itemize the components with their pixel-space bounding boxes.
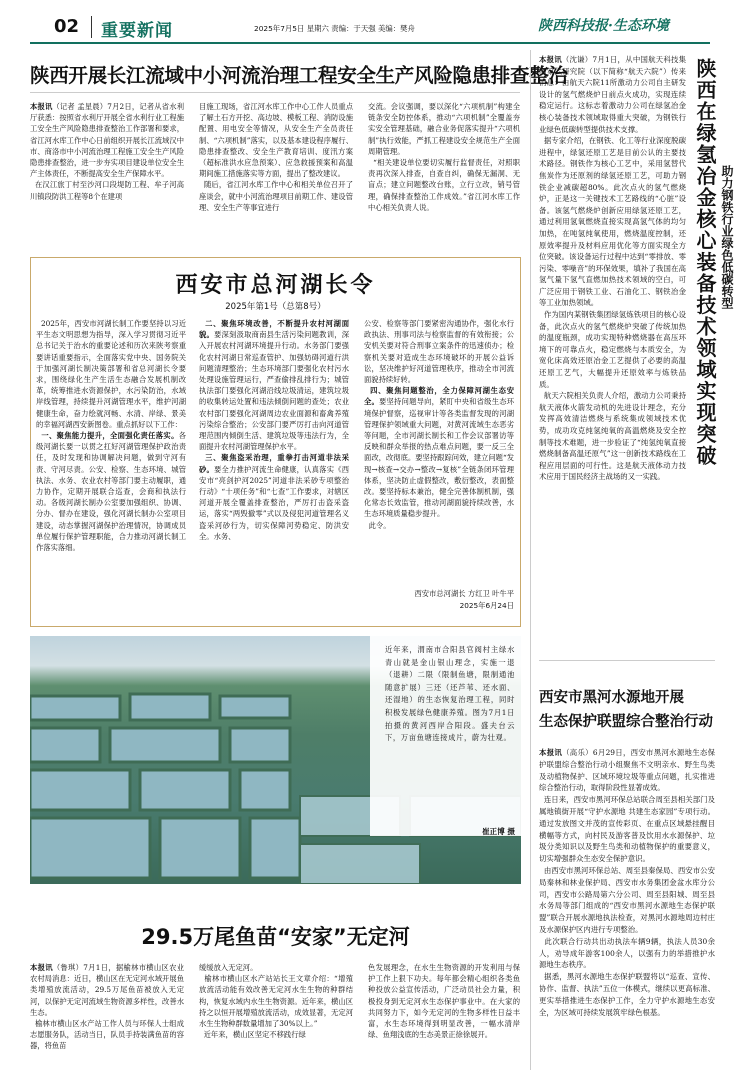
heihe-p5: 据悉，黑河水源地生态保护联盟将以“巡查、宣传、协作、监督、执法”五位一体模式，继续以更高标准、更实举措推进生态保护工作，全力守护水源地生态安全，为区域可持续发展筑牢绿色根基。 — [539, 972, 715, 1017]
decree-date: 2025年6月24日 — [459, 601, 514, 610]
right-subheadline: 助力钢铁行业绿色低碳转型 — [720, 165, 734, 309]
heihe-p1: 6月29日，西安市黑河水源地生态保护联盟综合整治行动小组聚焦不文明亲水、野生鸟类及动植物保护、区域环境垃圾等重点问题，扎实推进综合整治行动，取得阶段性显著成效。 — [539, 748, 715, 793]
fish-col2 — [199, 962, 353, 1068]
paper-name: 陕西科技报 — [538, 18, 608, 34]
right-article-body — [539, 54, 686, 650]
heihe-p3: 由西安市黑河环保总站、周至县秦保局、西安市公安局秦林和林业保护局、西安市水务集团金盆水库分公司，西安市公路局第六分公司、周至县阳城、周至县水务局等部门组成的“西安市黑河水源地生态保护联盟”联合开展水源地执法检查，对黑河水源地周边村庄及水源保护区内进行专项整治。 — [539, 865, 715, 934]
decree-title: 西安市总河湖长令 — [175, 273, 376, 298]
fish-byline: （鲁琪） — [52, 963, 84, 972]
decree-c2-text: 要深刻汲取商南县生活污染问题教训，深入开展农村河湖环境提升行动。水务部门要强化农村河湖日常巡查管护、加强妨碍河道行洪问题清理整治；生态环境部门要强化农村污水处理设施管理运行，严查偷排乱排行为；城管执法部门要强化河湖沿线垃圾清运，建筑垃圾的收集转运处置和违法倾倒问题的查处；农业农村部门要强化河湖周边农业面源和畜禽养殖污染综合整治；公安部门要严厉打击向河道管理范围内倾倒生活、建筑垃圾等违法行为，全面提升农村河湖管理保护水平。 — [199, 330, 349, 452]
decree-c2b-text: 要全力推护河流生命健康，认真落实《西安市“亮剑护河2025”河道非法采砂专项整治行动》“十项任务”和“七查”工作要求，对辖区河道开展全覆盖排查整治，严厉打击盗采盗运，落实“两毁撤零”式以及侵犯河道管理名义盗采河砂行为，切实保障河势稳定、防洪安全。水务、 — [199, 464, 349, 541]
fish-lead: 本报讯 — [30, 963, 53, 972]
fish-c1b-text: 榆林市横山区水产站工作人员与环保人士组成志愿服务队，活动当日，队员手持装满鱼苗的容器，将鱼苗 — [30, 1019, 184, 1051]
decree-c1-heading: 一、聚焦能力提升，全面强化责任落实。 — [41, 431, 179, 441]
heihe-p4: 此次联合行动共出动执法车辆9辆，执法人员30余人，劝导成年游客100余人，以强有力的举措推护水源地生态秩序。 — [539, 936, 715, 970]
decree-col3 — [364, 318, 514, 580]
fish-c2c-text: 近年来，横山区坚定不移践行绿 — [203, 1030, 306, 1040]
heihe-headline-1: 西安市黑河水源地开展 — [539, 690, 684, 706]
article1-col2-text: 目施工现场，省江河水库工作中心工作人员重点了解土石方开挖、高边坡、模板工程、消防设施配置、用电安全等情况，从安全生产全员责任制、“六项机制”落实，以及基本建设程序履行、隐患排查整改、安全生产教育培训、度汛方案（超标准洪水应急预案）、应急救援预案和高温期间施工措施落实等方面，提出了整改建议。 — [199, 102, 353, 179]
article1-headline: 陕西开展长江流域中小河流治理工程安全生产风险隐患排查整治 — [30, 64, 568, 87]
header-divider — [91, 16, 92, 38]
fishpond-photo — [30, 636, 521, 884]
article1-col1b-text: 在汉江旅丁村至沙河口段堤防工程、牟子河高川镇段防洪工程等8个在建项 — [30, 180, 184, 201]
article1-col1 — [30, 101, 184, 253]
right-lead: 本报讯 — [539, 55, 562, 64]
fish-c1-text: 7月1日，据榆林市横山区农业农村局消息：近日，横山区在无定河水域开展鱼类增殖放流活动，29.5万尾鱼苗被放入无定河，以保护无定河流域生物资源多样性，改善水生态。 — [30, 963, 184, 1017]
fish-c2-text: 缓缓放入无定河。 — [199, 963, 258, 972]
decree-ending: 此令。 — [368, 520, 391, 530]
decree-subtitle: 2025年第1号（总第8号） — [225, 302, 326, 312]
decree-c1b-text: 各级河湖长要一以贯之扛好河湖管理保护政治责任，及时发现和协调解决问题，做到守河有责、守河尽责。公安、检察、生态环境、城管执法、水务、农业农村等部门要主动履职，通力协作，定期开展联合巡查，会商和执法行动。各级河湖长制办公室要加强组织、协调、分办、督办在建设，强化河湖长制办公室项目建设，动态掌握河湖保护治理情况，协调成员单位履行保护管理职能，合力推动河湖长制工作落实落细。 — [36, 431, 186, 553]
decree-col1 — [36, 318, 186, 620]
decree-c3b-text: 要坚持问题导向，紧盯中央和省级生态环境保护督察，巡视审计等各类监督发现的河湖管理保护领域重大问题，对黄河流域生态恶劣等问题，全市河湖长制长和工作会议部署访等反映和群众举报的热点难点问题，要一反三全面改，改彻底。要坚持跟踪问效，建立问题“发现→核查→交办→整改→复核”全链条闭环管理体系，坚决防止虚假整改，敷衍整改，表面整改。要坚持标本兼治，健全完善体制机制，强化常态长效监管，推动河湖面貌持续改善，水生态环境质量稳步提升。 — [364, 397, 514, 519]
fish-col1 — [30, 962, 184, 1068]
article1-col3b-text: “相关建设单位要切实履行监督责任，对照职责再次深入排查，自查自纠，确保无漏洞、无盲点；建立问题整改台账，立行立改，销号管理，确保排查整治工作成效。”省江河水库工作中心相关负责人说。 — [368, 158, 520, 212]
photo-credit: 崔正博 摄 — [481, 827, 515, 836]
decree-c3-text: 公安、检察等部门要紧密沟通协作，强化水行政执法、刑事司法与检察监督的有效衔接；公安机关要对符合刑事立案条件的迅速侦办；检察机关要对造成生态环境破坏的开展公益诉讼，坚决维护好河道管理秩序，推动全市河流面貌持续好转。 — [364, 319, 514, 385]
article1-col2b-text: 随后，省江河水库工作中心和相关单位召开了座谈会，就中小河流治理项目前期工作、建设管理、安全生产等事宜进行 — [199, 180, 353, 212]
right-p1: 7月1日，从中国航天科技集团第六研究院（以下简称“航天六院”）传来消息：由航天六院11所激动力公司自主研发设计的氢气燃烧炉日前点火成功，实现连续稳定运行。这标志着激动力公司在绿氢冶金核心装备技术领域取得重大突破，为钢铁行业绿色低碳转型提供技术支撑。 — [539, 55, 686, 134]
heihe-body — [539, 747, 715, 1069]
decree-c3-heading: 四、聚焦问题整治，全力保障河湖生态安全。 — [364, 386, 514, 407]
fish-col3 — [368, 962, 520, 1068]
decree-col2 — [199, 318, 349, 620]
article1-col1-text: 7月2日，记者从省水利厅获悉：按照省水利厅开展全省水利行业工程施工安全生产风险隐患排查整治工作部署和要求，省江河水库工作中心日前组织开展长江流域汉中市、商洛市中小河流治理工程施工安全生产风险隐患排查整治，进一步夯实项目建设单位安全生产主体责任，不断提高安全生产保障水平。 — [30, 102, 184, 179]
article1-col3-text: 交流。会议强调，要以深化“六项机制”构建全链条安全防控体系，推动“六项机制”全覆盖夯实安全管理基础，融合业务促落实提升“六项机制”执行效能，严抓工程建设安全规范生产全面周期管理。 — [368, 102, 520, 156]
header-rule — [30, 42, 710, 44]
heihe-headline-2: 生态保护联盟综合整治行动 — [539, 714, 713, 730]
decree-c1-text: 2025年，西安市河湖长制工作要坚持以习近平生态文明思想为指导，深入学习贯彻习近平总书记关于治水的重要论述和历次来陕考察重要讲话重要指示，全面落实党中央、国务院关于加强河湖长制决策部署和省总河湖长令要求，围绕绿化生产生活生态融合发展机制改革，统筹推进水资源保护，水污染防治，水域岸线管理，持续提升河湖管理水平，维护河湖健康生命，奋力绘就河畅、水清、岸绿、景美的幸福河湖西安新图卷。重点抓好以下工作： — [36, 319, 186, 429]
fish-c2b-text: 榆林市横山区水产站站长王文章介绍：“增殖放流活动能有效改善无定河水生生物的种群结构，恢复水域内水生生物资源。近年来，横山区持之以恒开展增殖放流活动，成效显著，无定河水生生物种群数量增加了30%以上。” — [199, 974, 353, 1029]
decree-c2-heading: 二、聚焦环境改善，不断提升农村河湖面貌。 — [199, 319, 349, 340]
section-title: 重要新闻 — [101, 21, 173, 41]
article1-rule — [30, 92, 520, 93]
heihe-rule — [539, 660, 715, 661]
right-p4: 航天六院相关负责人介绍，激动力公司秉持航天液体火箭发动机的先进设计理念，充分发挥高效清洁燃烧与系统集成领域技术优势，成功攻克纯氢纯氧的高温燃烧及安全控制等技术难题，进一步验证了“纯氢纯氧直接燃烧制备高温还原气”这一创新技术路线在工程应用层面的可行性。这是航天液体动力技术应用于国民经济主战场的又一实践。 — [539, 391, 686, 482]
heihe-p2: 连日来，西安市黑河环保总站联合周至县相关部门及属地镇街开展“守护水源地 共建生态家园”专项行动。通过发放图文并茂的宣传彩页、在重点区域悬挂醒目横幅等方式，向村民及游客普及饮用水水源保护、垃圾分类知识以及野生鸟类和动植物保护的重要意义，切实增强群众生态安全保护意识。 — [539, 795, 715, 864]
page-number: 02 — [54, 16, 80, 37]
fish-headline: 29.5万尾鱼苗“安家”无定河 — [141, 925, 410, 949]
fish-c3-text: 色发展理念，在水生生物资源的开发利用与保护工作上狠下功夫。每年都会精心组织各类鱼种投放公益宣传活动，广泛动员社会力量，积极投身到无定河水生态保护事业中。在大家的共同努力下，如今无定河的生物多样性日益丰富，水生态环境得到明显改善，一幅水清岸绿、鱼翔浅底的生态美景正徐徐展开。 — [368, 963, 520, 1040]
article1-byline: （记者 孟星晨） — [52, 102, 108, 111]
issue-meta: 2025年7月5日 星期六 责编：于天强 美编：樊舟 — [254, 24, 415, 33]
right-p3: 作为国内某钢铁集团绿氢炼铁项目的核心设备，此次点火的氢气燃烧炉突破了传统加热的温度瓶颈，成功实现特种燃烧器在高压环境下的可靠点火，稳定燃烧与本质安全，为宽化床高效还原冶金工艺提供了必要的高温还原工艺气，大幅提升还原效率与炼铁品质。 — [539, 310, 686, 389]
right-column-divider — [530, 50, 531, 1070]
right-headline: 陕西在绿氢冶金核心装备技术领域实现突破 — [693, 58, 717, 467]
masthead-logo — [538, 15, 669, 35]
decree-signature: 西安市总河湖长 方红卫 叶牛平 — [414, 589, 514, 598]
article1-lead: 本报讯 — [30, 102, 53, 111]
heihe-lead: 本报讯 — [539, 748, 563, 757]
article1-col3 — [368, 101, 520, 253]
section-right: 生态环境 — [612, 18, 669, 34]
right-p2: 据专家介绍，在钢铁、化工等行业深度脱碳进程中，绿氢还原工艺是目前公认的主要技术路径。钢铁作为核心工艺中，采用氢替代焦炭作为还原剂的绿氢还原工艺，可助力钢铁企业减碳超80%。此次点火的氢气燃烧炉，正是这一关键技术工艺路线的“心脏”设备。该氢气燃烧炉创新应用绿氢还原工艺，通过利用氢氧燃烧直接实现高氢气体的均匀加热，在吨氢纯氧使用，燃烧温度控制，还原效率提升及材料应用优化等方面实现全方位突破。该设备运行过程中达到“零排放、零污染、零噪音”的环保效果，填补了我国在高氢气量下氢气直燃加热技术领域的空白，可广泛应用于钢铁工业、石油化工、钢铁冶金等工业加热领域。 — [539, 136, 686, 308]
photo-caption: 近年来，渭南市合阳县官阀村主绿水青山就是金山银山理念，实施一退（退耕）二限（限制鱼塘，限制通池随意扩展）三还（还芦苇、还水面、还湿地）的生态恢复治理工程，同时积极发展绿色健康养殖。图为7月1日拍摄的黄河西岸合阳段。盛夫台云下，万亩鱼塘连接成片，蔚为壮观。 — [385, 645, 515, 743]
masthead-dot: · — [608, 18, 613, 34]
article1-col2 — [199, 101, 353, 253]
heihe-byline: （高乐） — [562, 748, 593, 757]
decree-c2-heading2: 三、聚焦盗采治理，重拳打击河道非法采砂。 — [199, 453, 349, 474]
right-byline: （沈谦） — [561, 55, 593, 64]
